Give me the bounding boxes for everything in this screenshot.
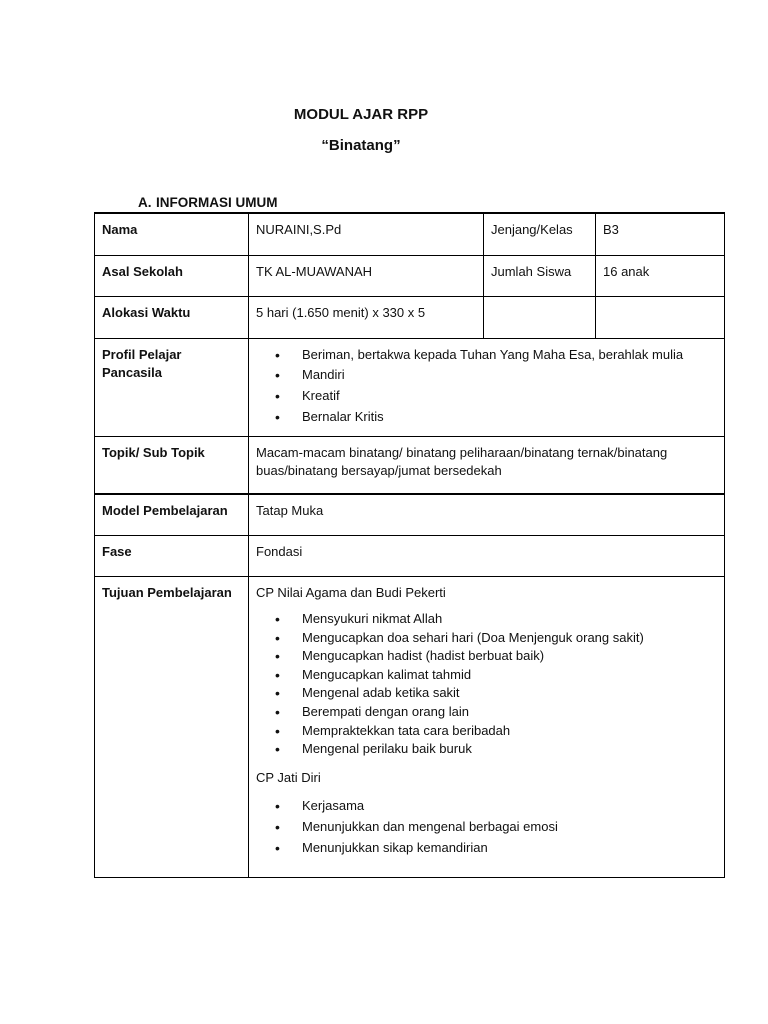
list-item: • Beriman, bertakwa kepada Tuhan Yang Maha Esa, berahlak mulia [302, 345, 718, 366]
label-tujuan: Tujuan Pembelajaran [95, 576, 249, 877]
list-item: • Mengucapkan doa sehari hari (Doa Menjenguk orang sakit) [302, 629, 718, 648]
info-table [94, 212, 725, 878]
value-tujuan [249, 576, 725, 877]
list-item: • Mengenal perilaku baik buruk [302, 740, 718, 759]
label-profil-pelajar: Profil Pelajar Pancasila [95, 338, 249, 436]
list-item: • Mempraktekkan tata cara beribadah [302, 722, 718, 741]
list-item: • Berempati dengan orang lain [302, 703, 718, 722]
list-item: • Mengucapkan kalimat tahmid [302, 666, 718, 685]
empty-cell [484, 296, 596, 338]
table-row-alokasi-waktu [95, 296, 725, 338]
value-asal-sekolah: TK AL-MUAWANAH [249, 255, 484, 296]
label-asal-sekolah: Asal Sekolah [95, 255, 249, 296]
section-label: INFORMASI UMUM [156, 195, 278, 210]
value-alokasi-waktu: 5 hari (1.650 menit) x 330 x 5 [249, 296, 484, 338]
table-row-asal-sekolah [95, 255, 725, 296]
profil-list [256, 345, 718, 428]
cp-agama-title: CP Nilai Agama dan Budi Pekerti [256, 584, 446, 600]
list-item: • Mengucapkan hadist (hadist berbuat baik) [302, 647, 718, 666]
table-row-topik [95, 436, 725, 494]
list-item: • Bernalar Kritis [302, 407, 718, 428]
table-row-model [95, 494, 725, 535]
list-item: • Kerjasama [302, 796, 718, 817]
list-item: • Mensyukuri nikmat Allah [302, 610, 718, 629]
table-row-tujuan [95, 576, 725, 877]
value-fase: Fondasi [249, 535, 725, 576]
list-item: • Kreatif [302, 386, 718, 407]
list-item: • Mengenal adab ketika sakit [302, 684, 718, 703]
document-title: MODUL AJAR RPP [293, 106, 429, 123]
value-model: Tatap Muka [249, 494, 725, 535]
list-item: • Menunjukkan sikap kemandirian [302, 838, 718, 859]
value-profil-pelajar [249, 338, 725, 436]
label-jenjang-kelas: Jenjang/Kelas [484, 213, 596, 255]
document-subtitle: “Binatang” [321, 137, 401, 154]
section-heading [138, 195, 278, 210]
label-alokasi-waktu: Alokasi Waktu [95, 296, 249, 338]
value-jenjang-kelas: B3 [596, 213, 725, 255]
label-nama: Nama [95, 213, 249, 255]
label-topik: Topik/ Sub Topik [95, 436, 249, 494]
value-jumlah-siswa: 16 anak [596, 255, 725, 296]
list-item: • Mandiri [302, 365, 718, 386]
list-item: • Menunjukkan dan mengenal berbagai emosi [302, 817, 718, 838]
section-letter: A. [138, 195, 152, 210]
value-nama: NURAINI,S.Pd [249, 213, 484, 255]
cp-jati-diri-title: CP Jati Diri [256, 769, 321, 785]
table-row-profil-pelajar [95, 338, 725, 436]
empty-cell [596, 296, 725, 338]
label-fase: Fase [95, 535, 249, 576]
cp-jati-diri-list [256, 796, 718, 858]
table-row-nama [95, 213, 725, 255]
value-topik: Macam-macam binatang/ binatang peliharaan/binatang ternak/binatang buas/binatang bersayap/jumat bersedekah [249, 436, 725, 494]
table-row-fase [95, 535, 725, 576]
label-model: Model Pembelajaran [95, 494, 249, 535]
label-jumlah-siswa: Jumlah Siswa [484, 255, 596, 296]
cp-agama-list [256, 610, 718, 759]
